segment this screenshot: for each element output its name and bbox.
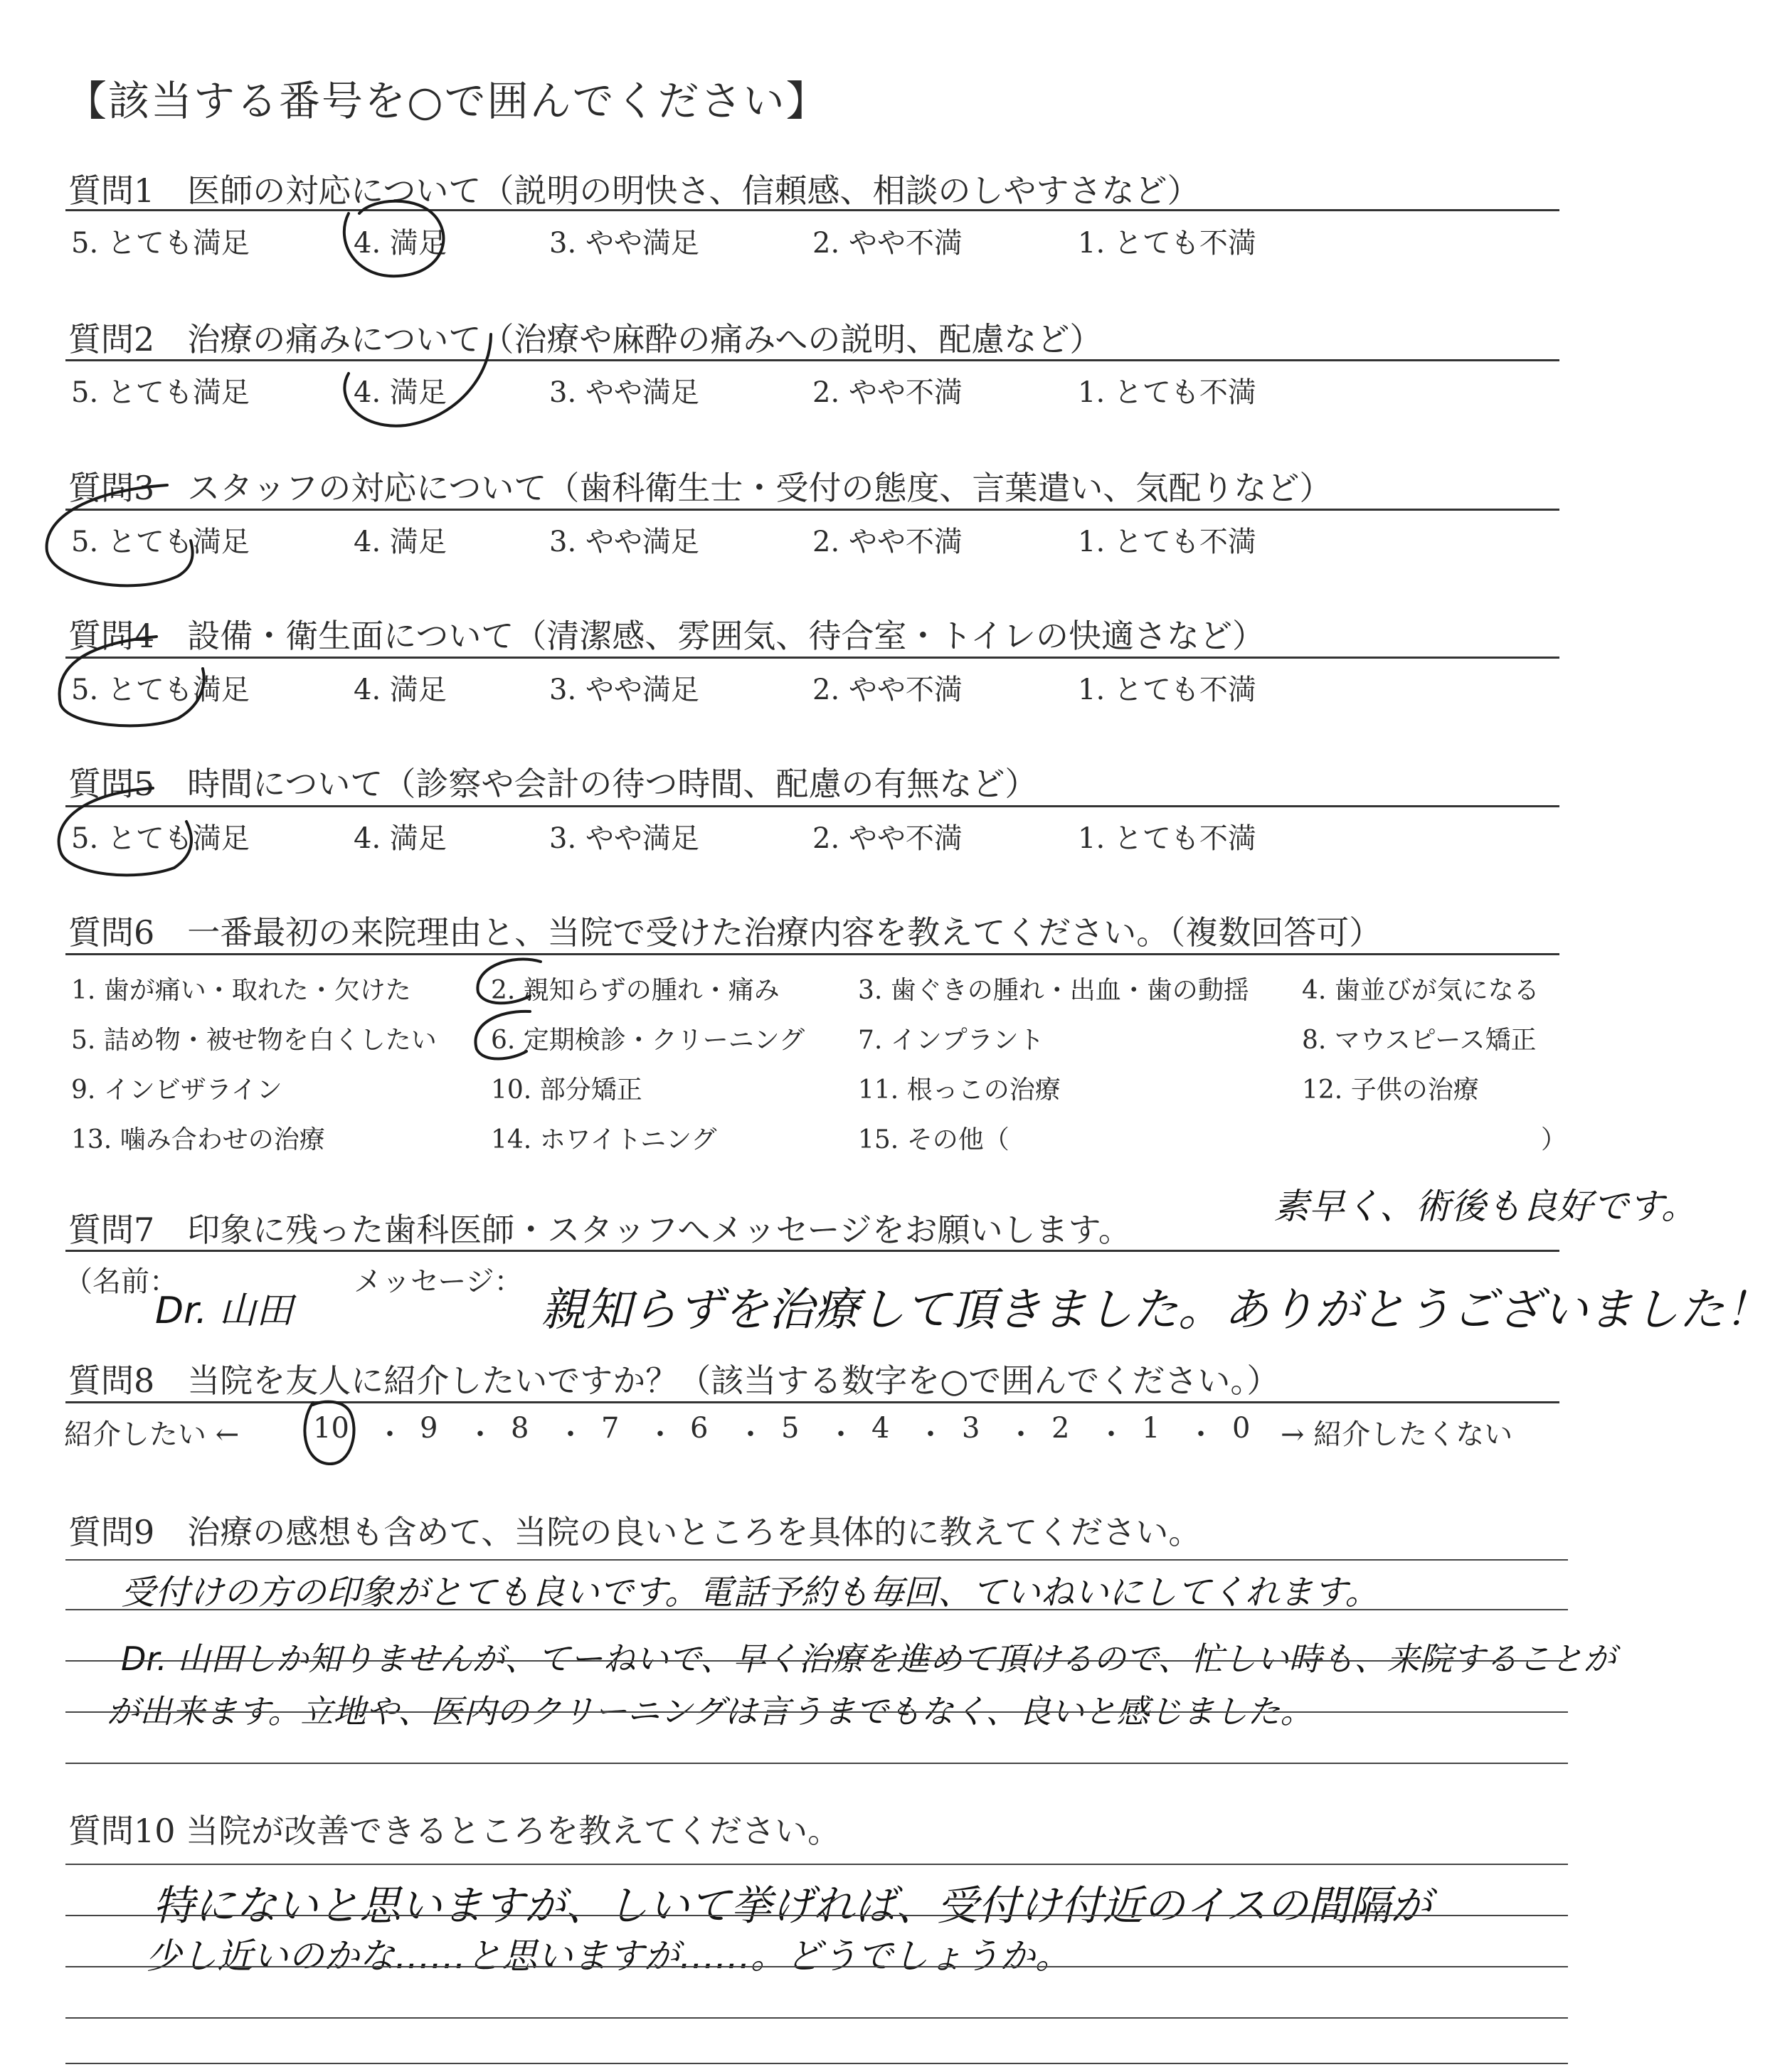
question-3-label: 質問3 スタッフの対応について（歯科衛生士・受付の態度、言葉遣い、気配りなど）	[68, 469, 1332, 507]
q8-right-label: → 紹介したくない	[1281, 1418, 1513, 1451]
question-6-rule	[65, 953, 1559, 955]
q2-option-1[interactable]: 1. とても不満	[1078, 376, 1256, 409]
q6-other-close-paren: ）	[1541, 1125, 1567, 1154]
q2-option-5[interactable]: 5. とても満足	[71, 376, 250, 409]
q2-option-4[interactable]: 4. 満足	[354, 376, 447, 409]
q5-option-4[interactable]: 4. 満足	[354, 822, 447, 855]
q9-write-line-1	[65, 1559, 1568, 1561]
question-5-label: 質問5 時間について（診察や会計の待つ時間、配慮の有無など）	[68, 765, 1038, 803]
q7-handwritten-message[interactable]: 親知らずを治療して頂きました。ありがとうございました！	[541, 1284, 1770, 1337]
q8-dot: ・	[736, 1418, 765, 1451]
q7-message-label: メッセージ：	[354, 1265, 523, 1298]
q9-handwritten-line-3[interactable]: が出来ます。立地や、医内のクリーニングは言うまでもなく、良いと感じました。	[107, 1692, 1313, 1731]
q1-option-4[interactable]: 4. 満足	[354, 227, 447, 260]
question-8-rule	[65, 1401, 1559, 1403]
question-10-label: 質問10 当院が改善できるところを教えてください。	[68, 1812, 841, 1850]
q3-option-3[interactable]: 3. やや満足	[549, 526, 699, 558]
q7-handwritten-name[interactable]: Dr. 山田	[155, 1290, 293, 1332]
q6-item-13[interactable]: 13. 噛み合わせの治療	[71, 1125, 325, 1154]
q5-option-1[interactable]: 1. とても不満	[1078, 822, 1256, 855]
question-7-label: 質問7 印象に残った歯科医師・スタッフへメッセージをお願いします。	[68, 1211, 1131, 1249]
q6-item-10[interactable]: 10. 部分矯正	[491, 1075, 642, 1105]
question-4-rule	[65, 657, 1559, 659]
q10-write-line-1	[65, 1864, 1568, 1865]
q7-handwritten-top: 素早く、術後も良好です。	[1273, 1186, 1697, 1227]
question-5-rule	[65, 805, 1559, 807]
q3-option-2[interactable]: 2. やや不満	[812, 526, 963, 558]
q8-score-8[interactable]: 8	[511, 1412, 529, 1445]
q8-dot: ・	[916, 1418, 945, 1451]
q8-dot: ・	[556, 1418, 585, 1451]
q8-score-10[interactable]: 10	[313, 1412, 349, 1445]
q10-write-line-3	[65, 1966, 1568, 1967]
q8-score-2[interactable]: 2	[1051, 1412, 1070, 1445]
q8-dot: ・	[1097, 1418, 1125, 1451]
q9-write-line-4	[65, 1711, 1568, 1713]
page-title: 【該当する番号を○で囲んでください】	[65, 77, 829, 125]
q3-option-1[interactable]: 1. とても不満	[1078, 526, 1256, 558]
q6-item-5[interactable]: 5. 詰め物・被せ物を白くしたい	[71, 1026, 437, 1055]
q1-option-3[interactable]: 3. やや満足	[549, 227, 699, 260]
q5-option-2[interactable]: 2. やや不満	[812, 822, 963, 855]
q8-dot: ・	[376, 1418, 404, 1451]
q1-option-2[interactable]: 2. やや不満	[812, 227, 963, 260]
question-2-label: 質問2 治療の痛みについて（治療や麻酔の痛みへの説明、配慮など）	[68, 320, 1103, 358]
q5-option-3[interactable]: 3. やや満足	[549, 822, 699, 855]
q10-write-line-4	[65, 2017, 1568, 2019]
q6-item-15[interactable]: 15. その他（	[858, 1125, 1009, 1154]
q8-score-3[interactable]: 3	[962, 1412, 980, 1445]
q8-score-4[interactable]: 4	[871, 1412, 890, 1445]
q7-name-label: （名前：	[64, 1265, 178, 1298]
q3-option-5[interactable]: 5. とても満足	[71, 526, 250, 558]
q9-handwritten-line-2[interactable]: Dr. 山田しか知りませんが、てーねいで、早く治療を進めて頂けるので、忙しい時も、来院することが	[121, 1640, 1616, 1678]
q4-option-1[interactable]: 1. とても不満	[1078, 674, 1256, 706]
question-8-label: 質問8 当院を友人に紹介したいですか？（該当する数字を○で囲んでください。）	[68, 1361, 1280, 1400]
q10-write-line-2	[65, 1915, 1568, 1916]
q8-score-0[interactable]: 0	[1232, 1412, 1251, 1445]
q2-option-3[interactable]: 3. やや満足	[549, 376, 699, 409]
q6-item-14[interactable]: 14. ホワイトニング	[491, 1125, 717, 1154]
q10-handwritten-line-1[interactable]: 特にないと思いますが、しいて挙げれば、受付け付近のイスの間隔が	[153, 1881, 1432, 1930]
q8-score-5[interactable]: 5	[781, 1412, 800, 1445]
q5-option-5[interactable]: 5. とても満足	[71, 822, 250, 855]
question-1-label: 質問1 医師の対応について（説明の明快さ、信頼感、相談のしやすさなど）	[68, 171, 1200, 210]
q4-option-2[interactable]: 2. やや不満	[812, 674, 963, 706]
question-9-label: 質問9 治療の感想も含めて、当院の良いところを具体的に教えてください。	[68, 1513, 1202, 1551]
q6-item-7[interactable]: 7. インプラント	[858, 1026, 1044, 1055]
q10-write-line-5	[65, 2063, 1568, 2064]
q4-option-4[interactable]: 4. 満足	[354, 674, 447, 706]
q6-item-6[interactable]: 6. 定期検診・クリーニング	[491, 1026, 805, 1055]
q8-score-6[interactable]: 6	[690, 1412, 709, 1445]
question-4-label: 質問4 設備・衛生面について（清潔感、雰囲気、待合室・トイレの快適さなど）	[68, 617, 1266, 655]
question-2-rule	[65, 359, 1559, 361]
q4-option-5[interactable]: 5. とても満足	[71, 674, 250, 706]
question-1-rule	[65, 209, 1559, 211]
q6-item-12[interactable]: 12. 子供の治療	[1302, 1075, 1479, 1105]
q6-item-4[interactable]: 4. 歯並びが気になる	[1302, 976, 1540, 1005]
q8-left-label: 紹介したい ←	[64, 1418, 240, 1451]
q8-dot: ・	[827, 1418, 855, 1451]
q6-item-1[interactable]: 1. 歯が痛い・取れた・欠けた	[71, 976, 411, 1005]
q9-handwritten-line-1[interactable]: 受付けの方の印象がとても良いです。電話予約も毎回、ていねいにしてくれます。	[121, 1573, 1379, 1613]
q8-score-9[interactable]: 9	[420, 1412, 438, 1445]
q6-item-3[interactable]: 3. 歯ぐきの腫れ・出血・歯の動揺	[858, 976, 1249, 1005]
question-3-rule	[65, 509, 1559, 511]
question-7-rule	[65, 1250, 1559, 1252]
q8-dot: ・	[1007, 1418, 1035, 1451]
q8-score-7[interactable]: 7	[601, 1412, 620, 1445]
q1-option-5[interactable]: 5. とても満足	[71, 227, 250, 260]
q6-item-8[interactable]: 8. マウスピース矯正	[1302, 1026, 1537, 1055]
q3-option-4[interactable]: 4. 満足	[354, 526, 447, 558]
q4-option-3[interactable]: 3. やや満足	[549, 674, 699, 706]
q9-write-line-2	[65, 1609, 1568, 1610]
q2-option-2[interactable]: 2. やや不満	[812, 376, 963, 409]
q8-dot: ・	[466, 1418, 494, 1451]
q6-item-9[interactable]: 9. インビザライン	[71, 1075, 282, 1105]
q1-option-1[interactable]: 1. とても不満	[1078, 227, 1256, 260]
question-6-label: 質問6 一番最初の来院理由と、当院で受けた治療内容を教えてください。（複数回答可）	[68, 913, 1382, 952]
q9-write-line-5	[65, 1763, 1568, 1764]
q8-dot: ・	[646, 1418, 674, 1451]
q6-item-11[interactable]: 11. 根っこの治療	[858, 1075, 1061, 1105]
q6-item-2[interactable]: 2. 親知らずの腫れ・痛み	[491, 976, 780, 1005]
q8-dot: ・	[1187, 1418, 1215, 1451]
q10-handwritten-line-2[interactable]: 少し近いのかな……と思いますが……。どうでしょうか。	[146, 1935, 1071, 1977]
q8-score-1[interactable]: 1	[1142, 1412, 1160, 1445]
q9-write-line-3	[65, 1660, 1568, 1662]
